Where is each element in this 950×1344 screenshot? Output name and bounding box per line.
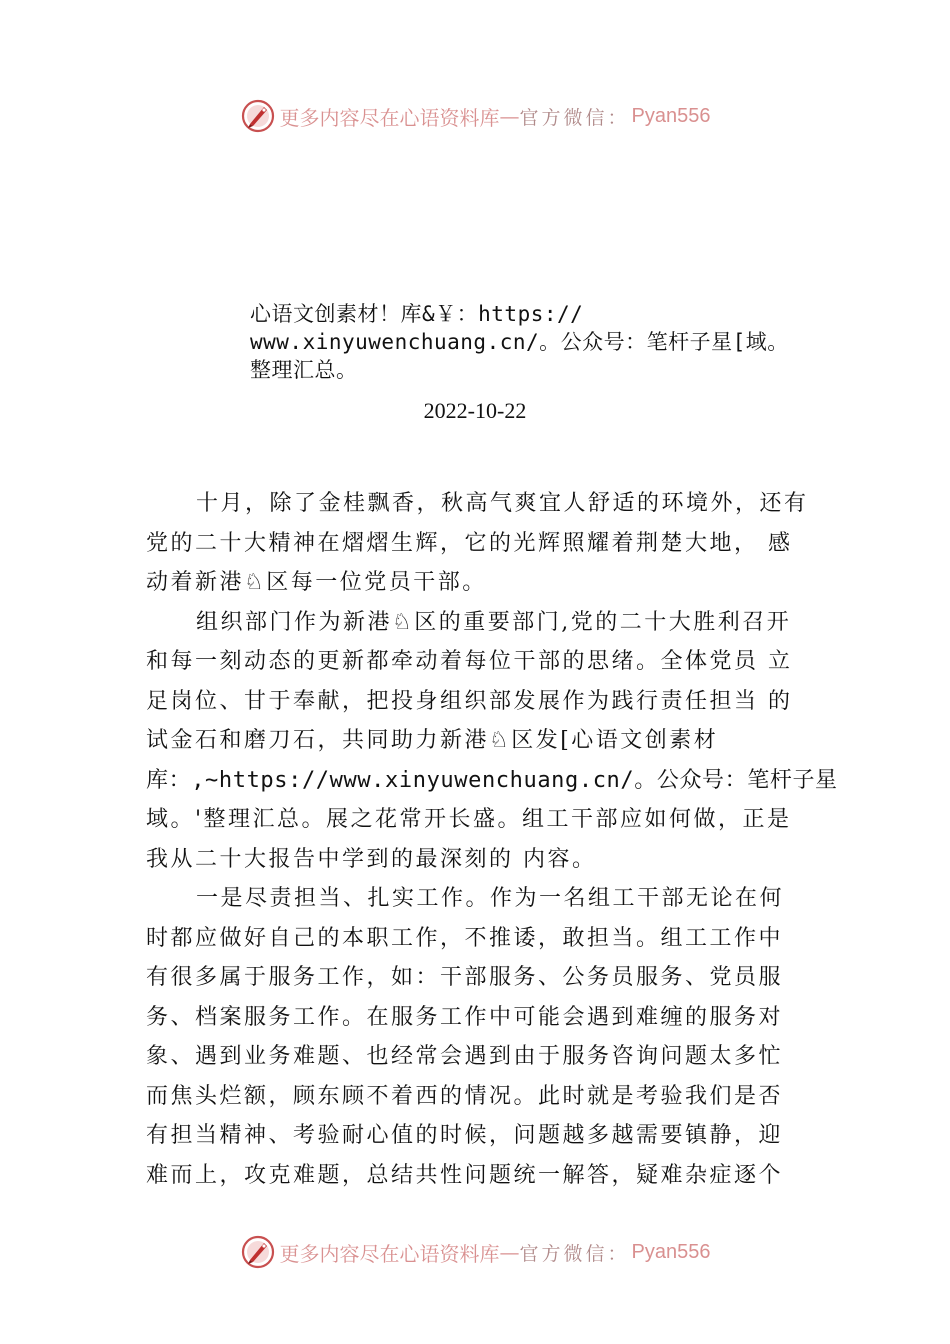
banner-wechat-label: 官方微信： — [519, 1242, 630, 1265]
banner-wechat-id: Pyan556 — [631, 104, 711, 127]
body-line: 我从二十大报告中学到的最深刻的 内容。 — [146, 846, 597, 872]
body-line: 动着新港♘区每一位党员干部。 — [146, 570, 487, 595]
body-line: 党的二十大精神在熠熠生辉，它的光辉照耀着荆楚大地， 感 — [146, 530, 793, 556]
source-note-line: 整理汇总。 — [250, 358, 358, 382]
body-line: 有担当精神、考验耐心值的时候，问题越多越需要镇静，迎 — [146, 1123, 784, 1148]
banner-dash: — — [499, 1240, 520, 1264]
body-line: 时都应做好自己的本职工作，不推诿，敢担当。组工工作中 — [146, 925, 784, 951]
source-note-line: 心语文创素材！库&￥：https:// — [250, 302, 584, 326]
body-line: 域。'整理汇总。展之花常开长盛。组工干部应如何做，正是 — [146, 807, 792, 832]
header-banner — [0, 96, 950, 136]
body-line: 十月，除了金桂飘香，秋高气爽宜人舒适的环境外，还有 — [196, 491, 809, 516]
body-line: 有很多属于服务工作，如：干部服务、公务员服务、党员服 — [146, 965, 784, 990]
body-line: 难而上，攻克难题，总结共性问题统一解答，疑难杂症逐个 — [146, 1162, 784, 1188]
pen-nib-logo-icon — [240, 98, 276, 134]
body-line: 足岗位、甘于奉献，把投身组织部发展作为践行责任担当 的 — [146, 688, 793, 714]
banner-dash: — — [499, 104, 520, 128]
body-line: 务、档案服务工作。在服务工作中可能会遇到难缠的服务对 — [146, 1004, 784, 1030]
banner-wechat-label: 官方微信： — [519, 106, 630, 129]
body-line: 而焦头烂额，顾东顾不着西的情况。此时就是考验我们是否 — [146, 1083, 784, 1109]
body-line: 象、遇到业务难题、也经常会遇到由于服务咨询问题太多忙 — [146, 1044, 784, 1069]
pen-nib-logo-icon — [240, 1234, 276, 1270]
document-date: 2022-10-22 — [423, 398, 527, 423]
body-line: 一是尽责担当、扎实工作。作为一名组工干部无论在何 — [196, 886, 785, 911]
source-note — [250, 300, 820, 384]
body-line: 试金石和磨刀石，共同助力新港♘区发[心语文创素材 — [146, 728, 719, 753]
banner-red-text: 更多内容尽在心语资料库 — [279, 1241, 500, 1266]
document-body — [146, 484, 838, 1195]
body-line: 库：,~https://www.xinyuwenchuang.cn/。公众号：笔杆子星 — [146, 767, 838, 793]
body-line: 和每一刻动态的更新都牵动着每位干部的思绪。全体党员 立 — [146, 649, 793, 674]
banner-red-text: 更多内容尽在心语资料库 — [279, 105, 500, 130]
footer-banner — [0, 1232, 950, 1272]
body-line: 组织部门作为新港♘区的重要部门,党的二十大胜利召开 — [196, 609, 792, 635]
banner-wechat-id: Pyan556 — [631, 1240, 711, 1263]
source-note-line: www.xinyuwenchuang.cn/。公众号：笔杆子星[域。 — [250, 330, 789, 354]
